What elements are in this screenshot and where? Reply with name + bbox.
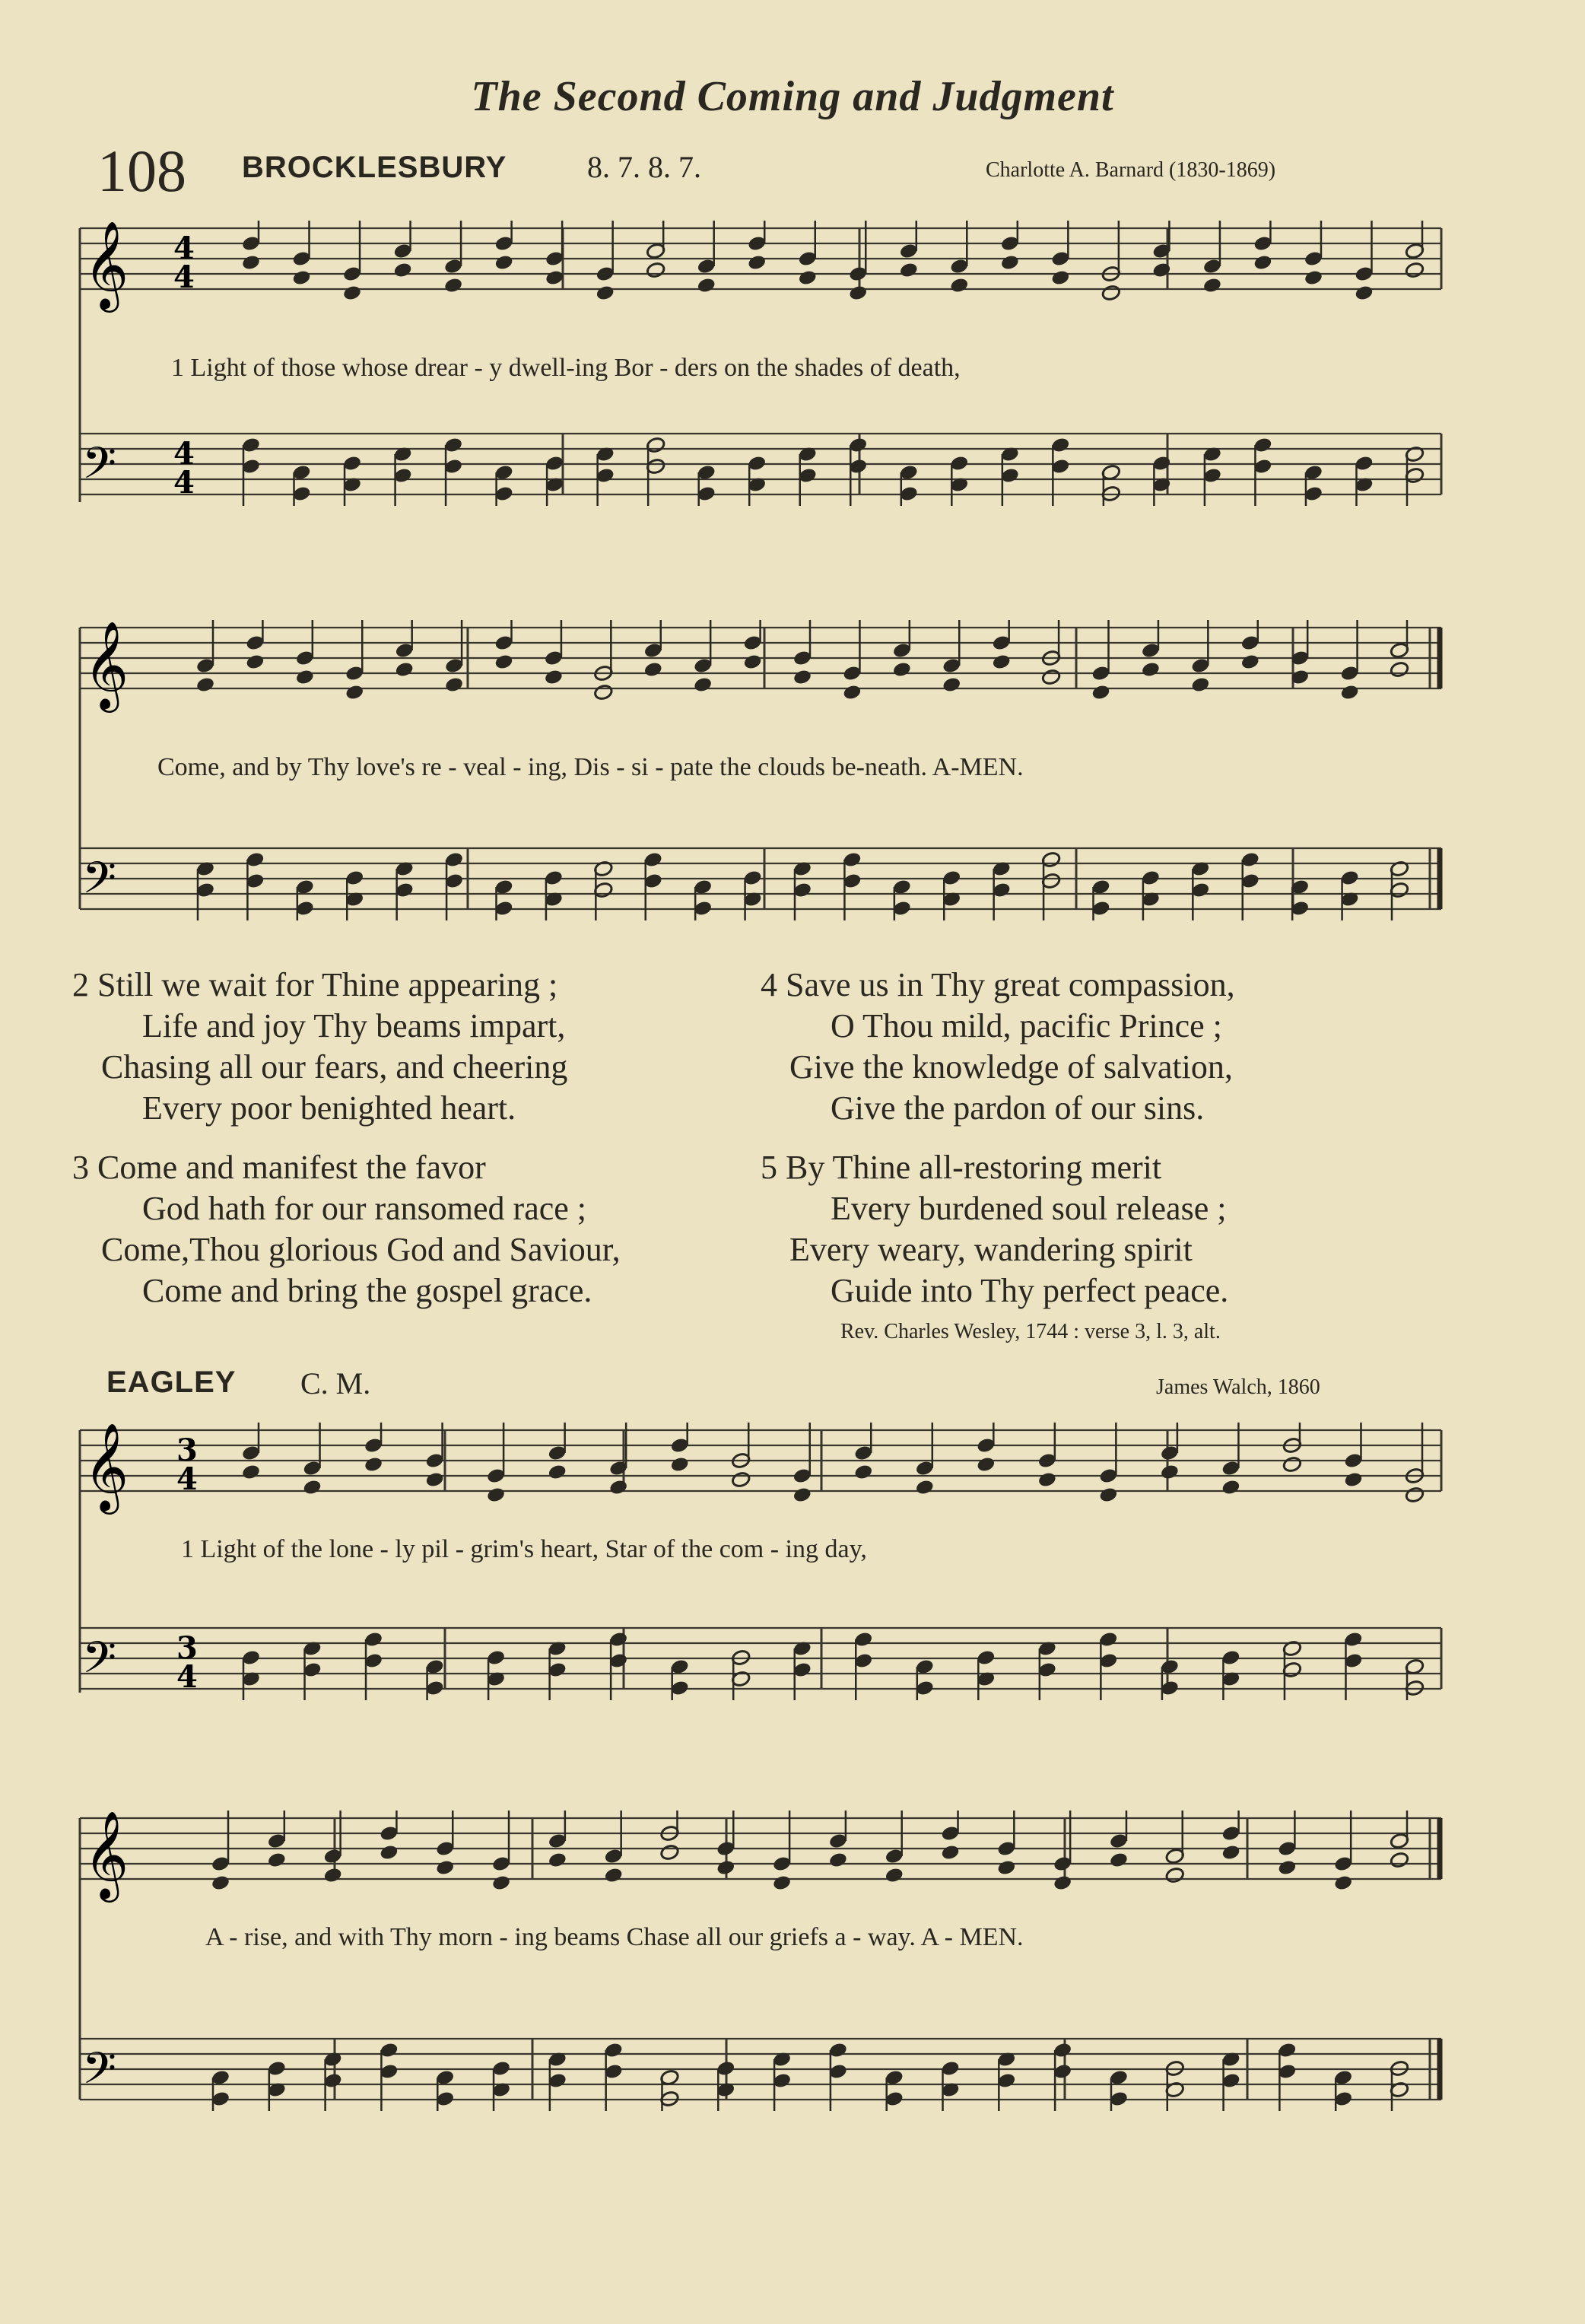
verse-2-line-1: 2 Still we wait for Thine appearing ; (72, 966, 558, 1003)
notehead (1405, 262, 1425, 279)
verse-5 (761, 1147, 1228, 1311)
notehead (323, 1867, 343, 1884)
composer-credit-2: James Walch, 1860 (1156, 1375, 1320, 1399)
verse-2 (72, 965, 567, 1129)
verse-3-line-2: God hath for our ransomed race ; (142, 1190, 587, 1227)
notehead (494, 254, 514, 272)
notehead (379, 1844, 399, 1861)
staff-system-4-bass (80, 2039, 1441, 2105)
verse-3 (72, 1147, 621, 1311)
notehead (1165, 1867, 1185, 1884)
notehead (1098, 1486, 1118, 1504)
notehead (743, 653, 763, 671)
verse-4-line-4: Give the pardon of our sins. (831, 1089, 1205, 1127)
svg-text:4: 4 (173, 230, 195, 266)
svg-text:𝄢: 𝄢 (82, 2043, 117, 2105)
notehead (792, 1486, 812, 1504)
notehead (1304, 269, 1323, 287)
lyrics-brocklesbury-line-1: 1 Light of those whose drear - y dwell-ing Bor - ders on the shades of death, (171, 354, 961, 382)
notehead (1050, 269, 1070, 287)
verse-4-line-1: 4 Save us in Thy great compassion, (761, 966, 1235, 1003)
page-header: The Second Coming and Judgment (471, 73, 1114, 120)
composer-credit-1: Charlotte A. Barnard (1830-1869) (986, 158, 1276, 182)
svg-text:𝄞: 𝄞 (84, 1422, 129, 1511)
notehead (608, 1479, 628, 1496)
svg-text:𝄢: 𝄢 (82, 1632, 117, 1694)
notehead (848, 285, 868, 302)
notehead (444, 676, 464, 694)
notehead (1041, 669, 1061, 686)
svg-text:4: 4 (173, 436, 195, 472)
svg-text:4: 4 (176, 1461, 198, 1497)
hymn-number: 108 (97, 138, 186, 204)
notehead (772, 1874, 792, 1892)
notehead (604, 1867, 624, 1884)
notehead (245, 653, 265, 671)
notehead (976, 1456, 996, 1474)
notehead (1405, 1486, 1425, 1504)
notehead (996, 1859, 1016, 1877)
lyrics-eagley-line-1: 1 Light of the lone - ly pil - grim's heart, Star of the com - ing day, (181, 1535, 867, 1563)
notehead (596, 285, 615, 302)
notehead (731, 1471, 751, 1489)
notehead (798, 269, 818, 287)
lyrics-brocklesbury-line-2: Come, and by Thy love's re - veal - ing, Dis - si - pate the clouds be-neath. A-MEN. (157, 753, 1024, 781)
notehead (1282, 1456, 1302, 1474)
verse-2-line-4: Every poor benighted heart. (142, 1089, 516, 1127)
verse-5-line-2: Every burdened soul release ; (831, 1190, 1227, 1227)
notehead (697, 277, 716, 294)
notehead (1277, 1859, 1297, 1877)
notehead (267, 1852, 287, 1869)
notehead (1037, 1471, 1057, 1489)
tune-name-eagley: EAGLEY (106, 1365, 237, 1399)
notehead (302, 1479, 322, 1496)
notehead (291, 269, 311, 287)
svg-text:𝄞: 𝄞 (84, 620, 129, 709)
svg-text:𝄞: 𝄞 (84, 220, 129, 309)
notehead (1354, 285, 1374, 302)
verse-4-line-2: O Thou mild, pacific Prince ; (831, 1007, 1222, 1044)
notehead (940, 1844, 960, 1861)
notehead (1101, 285, 1121, 302)
tune-meter-1: 8. 7. 8. 7. (587, 150, 701, 184)
svg-text:𝄢: 𝄢 (82, 437, 117, 500)
notehead (1343, 1471, 1363, 1489)
notehead (195, 676, 215, 694)
verse-5-line-1: 5 By Thine all-restoring merit (761, 1149, 1162, 1186)
notehead (1240, 653, 1260, 671)
notehead (364, 1456, 383, 1474)
verse-3-line-1: 3 Come and manifest the favor (72, 1149, 486, 1186)
notehead (716, 1859, 735, 1877)
notehead (544, 669, 564, 686)
svg-text:4: 4 (173, 465, 195, 501)
notehead (885, 1867, 904, 1884)
notehead (1141, 661, 1161, 679)
verse-2-line-2: Life and joy Thy beams impart, (142, 1007, 566, 1044)
notehead (491, 1874, 511, 1892)
notehead (949, 277, 969, 294)
notehead (211, 1874, 230, 1892)
svg-text:𝄢: 𝄢 (82, 852, 117, 914)
notehead (392, 262, 412, 279)
notehead (915, 1479, 935, 1496)
notehead (1160, 1464, 1180, 1481)
notehead (1190, 676, 1210, 694)
notehead (345, 684, 364, 701)
staff-system-2-bass (80, 848, 1441, 914)
notehead (892, 661, 912, 679)
verse-3-line-4: Come and bring the gospel grace. (142, 1272, 592, 1309)
svg-text:3: 3 (176, 1432, 198, 1468)
notehead (1333, 1874, 1353, 1892)
notehead (899, 262, 919, 279)
notehead (670, 1456, 690, 1474)
notehead (435, 1859, 455, 1877)
lyrics-eagley-line-2: A - rise, and with Thy morn - ing beams Chase all our griefs a - way. A - MEN. (205, 1923, 1024, 1951)
notehead (545, 269, 564, 287)
notehead (425, 1471, 445, 1489)
svg-text:3: 3 (176, 1630, 198, 1666)
notehead (1000, 254, 1020, 272)
notehead (486, 1486, 506, 1504)
notehead (747, 254, 767, 272)
verse-5-line-3: Every weary, wandering spirit (789, 1231, 1193, 1268)
tune-name-brocklesbury: BROCKLESBURY (242, 151, 507, 184)
notehead (792, 669, 812, 686)
notehead (842, 684, 862, 701)
notehead (1091, 684, 1110, 701)
notehead (853, 1464, 873, 1481)
verse-4-line-3: Give the knowledge of salvation, (789, 1048, 1233, 1086)
notehead (646, 262, 665, 279)
notehead (443, 277, 463, 294)
notehead (828, 1852, 848, 1869)
notehead (659, 1844, 679, 1861)
svg-text:𝄞: 𝄞 (84, 1810, 129, 1899)
notehead (1253, 254, 1272, 272)
notehead (1053, 1874, 1072, 1892)
notehead (643, 661, 663, 679)
text-attribution: Rev. Charles Wesley, 1744 : verse 3, l. 3, alt. (840, 1320, 1221, 1343)
notehead (1202, 277, 1222, 294)
notehead (693, 676, 713, 694)
verse-4 (761, 965, 1235, 1129)
notehead (1340, 684, 1360, 701)
notehead (494, 653, 513, 671)
verse-5-line-4: Guide into Thy perfect peace. (831, 1272, 1229, 1309)
verse-3-line-3: Come,Thou glorious God and Saviour, (101, 1231, 621, 1268)
tune-meter-2: C. M. (300, 1366, 371, 1400)
notehead (1151, 262, 1171, 279)
staff-system-3-bass (80, 1628, 1441, 1695)
notehead (342, 285, 362, 302)
notehead (295, 669, 315, 686)
svg-text:4: 4 (176, 1659, 198, 1695)
notehead (1390, 1852, 1409, 1869)
notehead (942, 676, 961, 694)
notehead (593, 684, 613, 701)
notehead (548, 1852, 567, 1869)
notehead (241, 1464, 261, 1481)
notehead (1221, 1479, 1240, 1496)
notehead (241, 254, 261, 272)
svg-text:4: 4 (173, 259, 195, 295)
notehead (992, 653, 1012, 671)
notehead (548, 1464, 567, 1481)
notehead (1390, 661, 1409, 679)
notehead (1109, 1852, 1129, 1869)
notehead (1221, 1844, 1240, 1861)
verse-2-line-3: Chasing all our fears, and cheering (101, 1048, 568, 1086)
notehead (395, 661, 415, 679)
